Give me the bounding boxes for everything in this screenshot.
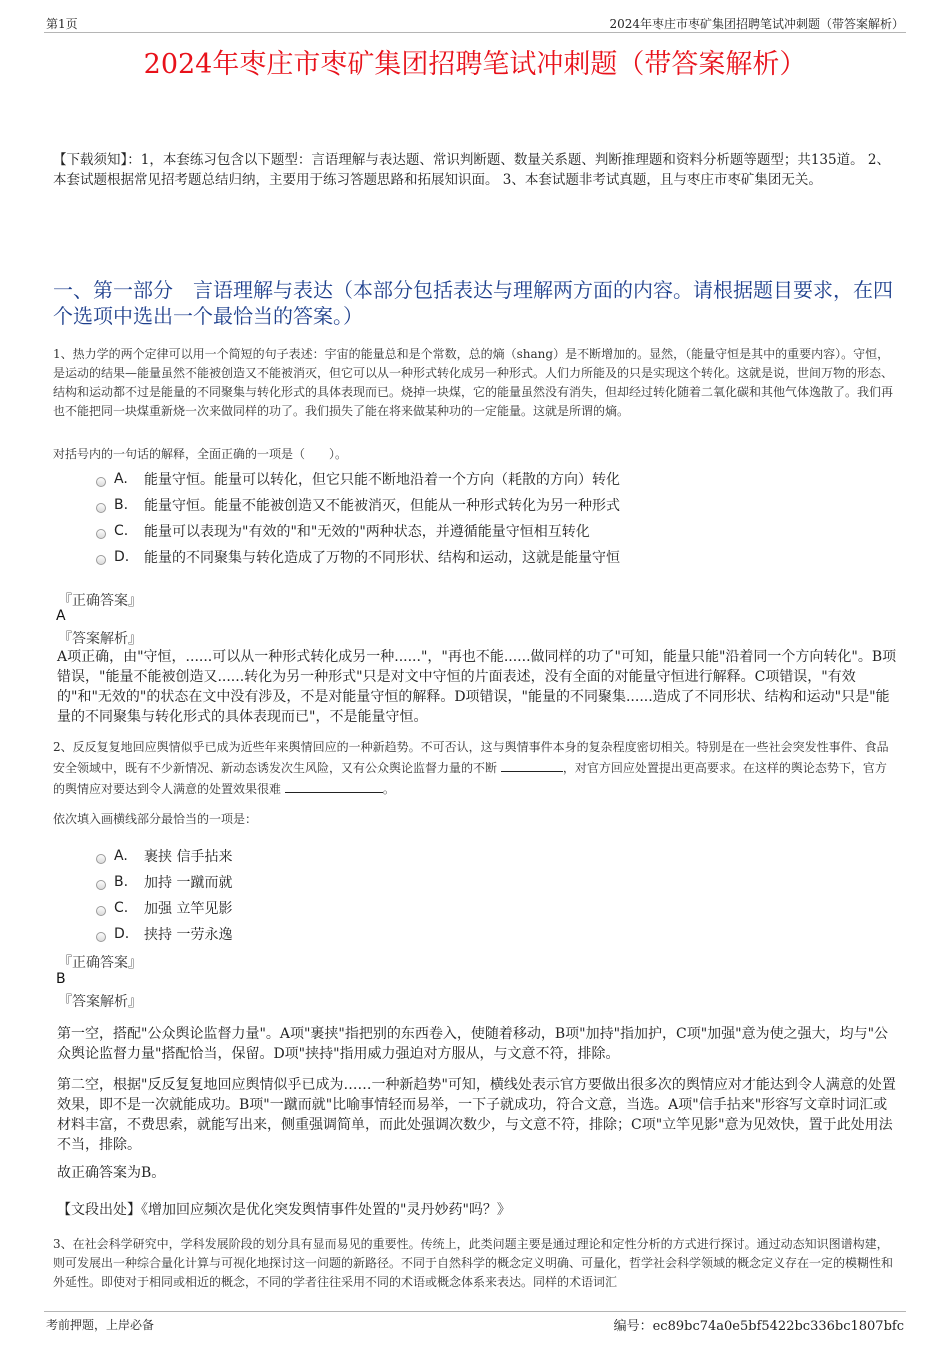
fill-blank-2 (285, 778, 383, 793)
correct-answer-value: B (56, 971, 66, 987)
stem-text: 2、反反复复地回应舆情似乎已成为近些年来舆情回应的一种新趋势。不可否认，这与舆情事件本身的复杂程度密切相关。特别是在一些社会突发性事件、食品安全领域中，既有不少新情况、新动态诱发次生风险，又有公众舆论监督力量的不断 (53, 740, 889, 775)
radio-button[interactable] (96, 529, 106, 539)
code-value: ec89bc74a0e5bf5422bc336bc1807bfc (652, 1319, 904, 1334)
radio-button[interactable] (96, 555, 106, 565)
correct-answer-label: 『正确答案』 (58, 955, 142, 971)
header-doc-title: 2024年枣庄市枣矿集团招聘笔试冲刺题（带答案解析） (609, 17, 904, 31)
question-3-stem: 3、在社会科学研究中，学科发展阶段的划分具有显而易见的重要性。传统上，此类问题主要是通过理论和定性分析的方式进行探讨。通过动态知识图谱构建，则可发展出一种综合量化计算与可视化地探讨这一问题的新路径。不同于自然科学的概念定义明确、可量化，哲学社会科学领域的概念定义存在一定的模糊性和外延性。即使对于相同或相近的概念，不同的学者往往采用不同的术语或概念体系来表达。同样的术语词汇 (53, 1237, 894, 1289)
question-1-stem: 1、热力学的两个定律可以用一个简短的句子表述：宇宙的能量总和是个常数，总的熵（shang）是不断增加的。显然，（能量守恒是其中的重要内容）。守恒，是运动的结果—能量虽然不能被创造又不能被消灭，但它可以从一种形式转化成另一种形式。人们力所能及的只是实现这个转化。这就是说，世间万物的形态、结构和运动都不过是能量的不同聚集与转化形式的具体表现而已。烧掉一块煤，它的能量虽然没有消失，但却经过转化随着二氧化碳和其他气体逸散了。我们再也不能把同一块煤重新烧一次来做同样的功了。我们损失了能在将来做某种功的一定能量。这就是所谓的熵。 (53, 347, 894, 418)
question-2-options (96, 843, 232, 947)
page-header (44, 14, 906, 33)
option-text: 裹挟 信手拈来 (144, 849, 233, 865)
option-text: 加持 一蹴而就 (144, 875, 233, 891)
option-letter: B. (114, 497, 129, 513)
option-text: 能量守恒。能量不能被创造又不能被消灭，但能从一种形式转化为另一种形式 (144, 498, 620, 514)
option-text: 能量的不同聚集与转化造成了万物的不同形状、结构和运动，这就是能量守恒 (144, 550, 620, 566)
section-heading: 一、第一部分 言语理解与表达（本部分包括表达与理解两方面的内容。请根据题目要求，在四个选项中选出一个最恰当的答案。） (53, 278, 893, 328)
question-1-prompt: 对括号内的一句话的解释，全面正确的一项是（ ）。 (53, 447, 348, 461)
page-footer (44, 1311, 906, 1332)
option-text: 能量守恒。能量可以转化，但它只能不断地沿着一个方向（耗散的方向）转化 (144, 472, 620, 488)
page-number: 第1页 (46, 17, 78, 31)
option-c[interactable] (96, 895, 232, 921)
radio-button[interactable] (96, 854, 106, 864)
question-1-analysis: A项正确，由"守恒，......可以从一种形式转化成另一种......"，"再也不能......做同样的功了"可知，能量只能"沿着同一个方向转化"。B项错误，"能量不能被创造又......转化为另一种形式"只是对文中守恒的片面表述，没有全面的对能量守恒进行解释。C项错误，"有效的"和"无效的"的状态在文中没有涉及，不是对能量守恒的解释。D项错误，"能量的不同聚集......造成了不同形状、结构和运动"只是"能量的不同聚集与转化形式的具体表现而已"，不是能量守恒。 (57, 649, 897, 725)
option-text: 能量可以表现为"有效的"和"无效的"两种状态，并遵循能量守恒相互转化 (144, 524, 590, 540)
option-letter: D. (114, 926, 130, 942)
question-2-stem (53, 738, 898, 799)
option-letter: A. (114, 471, 128, 487)
radio-button[interactable] (96, 906, 106, 916)
radio-button[interactable] (96, 503, 106, 513)
option-d[interactable] (96, 544, 620, 570)
option-c[interactable] (96, 518, 620, 544)
question-1-options (96, 466, 620, 570)
option-text: 加强 立竿见影 (144, 901, 233, 917)
radio-button[interactable] (96, 932, 106, 942)
option-letter: B. (114, 874, 129, 890)
document-code (614, 1315, 904, 1334)
option-letter: D. (114, 549, 130, 565)
option-d[interactable] (96, 921, 232, 947)
question-2-prompt: 依次填入画横线部分最恰当的一项是： (53, 812, 258, 826)
option-b[interactable] (96, 869, 232, 895)
option-b[interactable] (96, 492, 620, 518)
radio-button[interactable] (96, 477, 106, 487)
download-notice: 【下载须知】：1，本套练习包含以下题型：言语理解与表达题、常识判断题、数量关系题、判断推理题和资料分析题等题型；共135道。 2、本套试题根据常见招考题总结归纳，主要用于练习答题思路和拓展知识面。 3、本套试题非考试真题，且与枣庄市枣矿集团无关。 (53, 152, 890, 188)
option-letter: C. (114, 900, 129, 916)
analysis-label: 『答案解析』 (58, 631, 142, 647)
option-letter: A. (114, 848, 128, 864)
code-label: 编号： (613, 1319, 653, 1334)
correct-answer-value: A (56, 608, 66, 624)
stem-text: 。 (382, 782, 395, 796)
analysis-label: 『答案解析』 (58, 994, 142, 1010)
correct-answer-label: 『正确答案』 (58, 593, 142, 609)
footer-slogan: 考前押题，上岸必备 (46, 1318, 155, 1332)
option-a[interactable] (96, 843, 232, 869)
question-2-analysis-part1: 第一空，搭配"公众舆论监督力量"。A项"裹挟"指把别的东西卷入，使随着移动，B项"加持"指加护，C项"加强"意为使之强大，均与"公众舆论监督力量"搭配恰当，保留。D项"挟持"指用威力强迫对方服从，与文意不符，排除。 (57, 1026, 889, 1062)
fill-blank-1 (501, 757, 563, 772)
radio-button[interactable] (96, 880, 106, 890)
option-letter: C. (114, 523, 129, 539)
option-text: 挟持 一劳永逸 (144, 927, 233, 943)
question-2-conclusion: 故正确答案为B。 (57, 1165, 166, 1181)
stem-text: ，对官方回应处置提出更高要求。在这样的舆论态势下，官方的舆情应对要达到令人满意的处置效果很难 (53, 761, 887, 796)
question-2-analysis-part2: 第二空，根据"反反复复地回应舆情似乎已成为……一种新趋势"可知，横线处表示官方要做出很多次的舆情应对才能达到令人满意的处置效果，即不是一次就能成功。B项"一蹴而就"比喻事情轻而易举，一下子就成功，符合文意，当选。A项"信手拈来"形容写文章时词汇或材料丰富，不费思索，就能写出来，侧重强调简单，而此处强调次数少，与文意不符，排除；C项"立竿见影"意为见效快，置于此处用法不当，排除。 (57, 1077, 896, 1153)
question-2-source: 【文段出处】《增加回应频次是优化突发舆情事件处置的"灵丹妙药"吗？》 (57, 1202, 511, 1218)
document-title: 2024年枣庄市枣矿集团招聘笔试冲刺题（带答案解析） (143, 49, 807, 80)
option-a[interactable] (96, 466, 620, 492)
